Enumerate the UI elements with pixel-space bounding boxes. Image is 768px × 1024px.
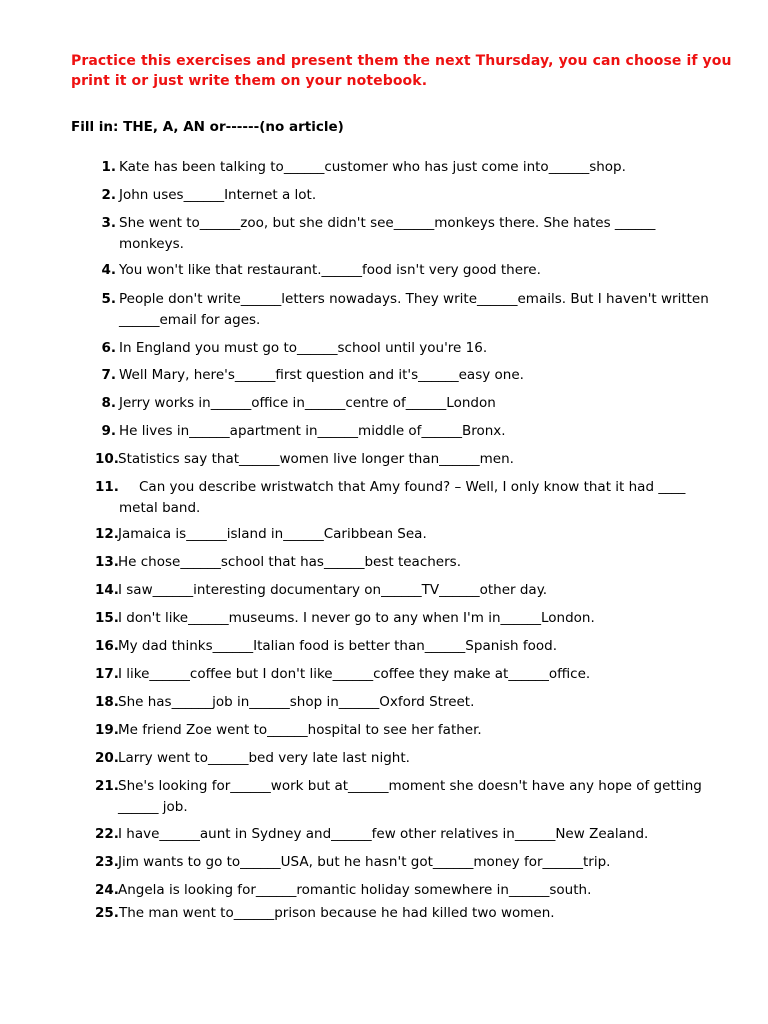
item-text: People don't write______letters nowadays. They write______emails. But I haven't written ______email for ages. (119, 291, 709, 328)
item-text: Me friend Zoe went to______hospital to see her father. (118, 722, 482, 738)
item-number: 3. (101, 215, 116, 231)
exercise-item (71, 776, 731, 817)
item-number: 20. (95, 750, 119, 766)
instructions-text: Practice this exercises and present them the next Thursday, you can choose if you print it or just write them on your notebook. (71, 53, 732, 89)
item-text: She went to______zoo, but she didn't see______monkeys there. She hates ______ monkeys. (119, 215, 656, 252)
exercise-item (71, 903, 741, 924)
item-number: 25. (95, 905, 119, 921)
item-text: Kate has been talking to______customer who has just come into______shop. (119, 159, 626, 175)
item-text: Larry went to______bed very late last night. (118, 750, 410, 766)
item-text: Well Mary, here's______first question and it's______easy one. (119, 367, 524, 383)
exercise-item (71, 720, 741, 741)
item-number: 4. (101, 262, 116, 278)
item-text: I saw______interesting documentary on______TV______other day. (118, 582, 548, 598)
exercise-item (71, 213, 691, 254)
item-text: You won't like that restaurant.______food isn't very good there. (119, 262, 541, 278)
item-text: He chose______school that has______best teachers. (118, 554, 461, 570)
item-number: 22. (95, 826, 119, 842)
item-number: 15. (95, 610, 119, 626)
exercise-item (71, 157, 741, 178)
exercise-item (71, 477, 701, 518)
item-text: Jim wants to go to______USA, but he hasn't got______money for______trip. (118, 854, 611, 870)
exercise-item (71, 552, 741, 573)
item-number: 17. (95, 666, 119, 682)
item-number: 5. (101, 291, 116, 307)
item-number: 21. (95, 778, 119, 794)
item-number: 23. (95, 854, 119, 870)
item-number: 14. (95, 582, 119, 598)
item-text: He lives in______apartment in______middle of______Bronx. (119, 423, 506, 439)
exercise-item (71, 393, 741, 414)
exercise-item (71, 852, 741, 873)
item-number: 1. (101, 159, 116, 175)
item-number: 12. (95, 526, 119, 542)
exercise-item (71, 608, 741, 629)
item-text: She's looking for______work but at______moment she doesn't have any hope of getting ______ job. (118, 778, 702, 815)
exercise-item (71, 748, 741, 769)
exercise-item (71, 524, 741, 545)
item-text: She has______job in______shop in______Oxford Street. (118, 694, 475, 710)
item-number: 16. (95, 638, 119, 654)
item-number: 24. (95, 882, 119, 898)
item-number: 13. (95, 554, 119, 570)
item-text: The man went to______prison because he had killed two women. (119, 905, 555, 921)
exercise-item (71, 580, 741, 601)
item-number: 19. (95, 722, 119, 738)
item-number: 7. (101, 367, 116, 383)
exercise-item (71, 185, 741, 206)
exercise-item (71, 824, 741, 845)
item-text: I don't like______museums. I never go to any when I'm in______London. (118, 610, 595, 626)
exercise-item (71, 365, 741, 386)
item-number: 9. (101, 423, 116, 439)
item-number: 18. (95, 694, 119, 710)
item-text: Angela is looking for______romantic holiday somewhere in______south. (118, 882, 592, 898)
item-text: Jerry works in______office in______centre of______London (119, 395, 496, 411)
exercise-item (71, 449, 741, 470)
item-text: I have______aunt in Sydney and______few other relatives in______New Zealand. (118, 826, 649, 842)
item-text: Can you describe wristwatch that Amy found? – Well, I only know that it had ____ metal band. (119, 479, 686, 516)
item-number: 11. (95, 479, 119, 495)
exercise-item (71, 692, 741, 713)
item-number: 2. (101, 187, 116, 203)
exercise-item (71, 289, 741, 330)
exercise-item (71, 338, 741, 359)
item-text: In England you must go to______school until you're 16. (119, 340, 488, 356)
item-number: 8. (101, 395, 116, 411)
exercise-item (71, 421, 741, 442)
item-text: Jamaica is______island in______Caribbean Sea. (118, 526, 427, 542)
exercise-item (71, 260, 741, 281)
item-text: Statistics say that______women live longer than______men. (118, 451, 514, 467)
item-text: My dad thinks______Italian food is better than______Spanish food. (118, 638, 558, 654)
exercise-item (71, 664, 741, 685)
item-number: 6. (101, 340, 116, 356)
exercise-item (71, 880, 741, 901)
item-text: I like______coffee but I don't like______coffee they make at______office. (118, 666, 591, 682)
item-text: John uses______Internet a lot. (119, 187, 317, 203)
exercise-item (71, 636, 741, 657)
item-number: 10. (95, 451, 119, 467)
exercise-heading: Fill in: THE, A, AN or------(no article) (71, 119, 344, 135)
